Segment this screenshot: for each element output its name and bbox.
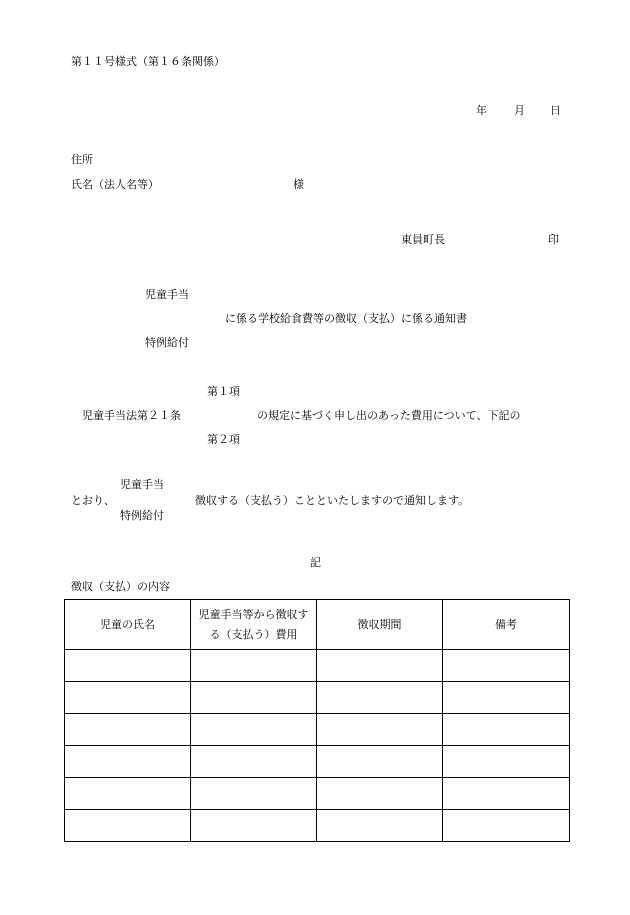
- form-number: 第１１号様式（第１６条関係）: [71, 55, 225, 68]
- law-reference: 児童手当法第２１条: [82, 409, 181, 422]
- table-row: [65, 778, 570, 810]
- table-cell: [191, 682, 317, 714]
- table-cell: [317, 746, 443, 778]
- table-cell: [443, 810, 570, 842]
- name-label: 氏名（法人名等）: [71, 178, 159, 191]
- table-row: [65, 714, 570, 746]
- table-cell: [65, 682, 191, 714]
- body-option-child-allowance: 児童手当: [120, 478, 164, 491]
- header-remarks: 備考: [443, 600, 570, 650]
- document-title: に係る学校給食費等の徴収（支払）に係る通知書: [225, 312, 467, 325]
- table-cell: [443, 714, 570, 746]
- table-cell: [317, 682, 443, 714]
- date-day-label: 日: [550, 104, 561, 117]
- date-year-label: 年: [476, 104, 487, 117]
- header-collection-period: 徴収期間: [317, 600, 443, 650]
- content-table: [64, 599, 570, 842]
- note-heading: 記: [310, 556, 321, 569]
- table-cell: [191, 650, 317, 682]
- table-cell: [317, 650, 443, 682]
- table-cell: [317, 714, 443, 746]
- table-header-row: [65, 600, 570, 650]
- table-cell: [65, 778, 191, 810]
- header-child-name: 児童の氏名: [65, 600, 191, 650]
- table-cell: [65, 746, 191, 778]
- table-row: [65, 810, 570, 842]
- table-cell: [443, 778, 570, 810]
- clause-1: 第１項: [207, 385, 240, 398]
- table-row: [65, 650, 570, 682]
- body-text-1: の規定に基づく申し出のあった費用について、下記の: [257, 409, 521, 422]
- body-text-2: 徴収する（支払う）ことといたしますので通知します。: [195, 494, 470, 507]
- table-cell: [443, 746, 570, 778]
- table-cell: [191, 810, 317, 842]
- table-cell: [191, 714, 317, 746]
- table-cell: [443, 682, 570, 714]
- header-collected-cost: 児童手当等から徴収する（支払う）費用: [191, 600, 317, 650]
- date-month-label: 月: [514, 104, 525, 117]
- address-label: 住所: [71, 153, 93, 166]
- body-option-special-benefit: 特例給付: [120, 509, 164, 522]
- seal-mark: 印: [548, 233, 559, 246]
- issuer-title: 東員町長: [401, 233, 445, 246]
- table-row: [65, 682, 570, 714]
- table-cell: [317, 778, 443, 810]
- title-option-child-allowance: 児童手当: [145, 288, 189, 301]
- table-cell: [191, 778, 317, 810]
- body-prefix: とおり、: [71, 494, 115, 507]
- table-cell: [191, 746, 317, 778]
- table-cell: [65, 810, 191, 842]
- clause-2: 第２項: [207, 433, 240, 446]
- honorific: 様: [293, 178, 304, 191]
- table-cell: [317, 810, 443, 842]
- table-cell: [443, 650, 570, 682]
- table-cell: [65, 650, 191, 682]
- table-caption: 徴収（支払）の内容: [71, 580, 170, 593]
- title-option-special-benefit: 特例給付: [145, 336, 189, 349]
- table-cell: [65, 714, 191, 746]
- table-row: [65, 746, 570, 778]
